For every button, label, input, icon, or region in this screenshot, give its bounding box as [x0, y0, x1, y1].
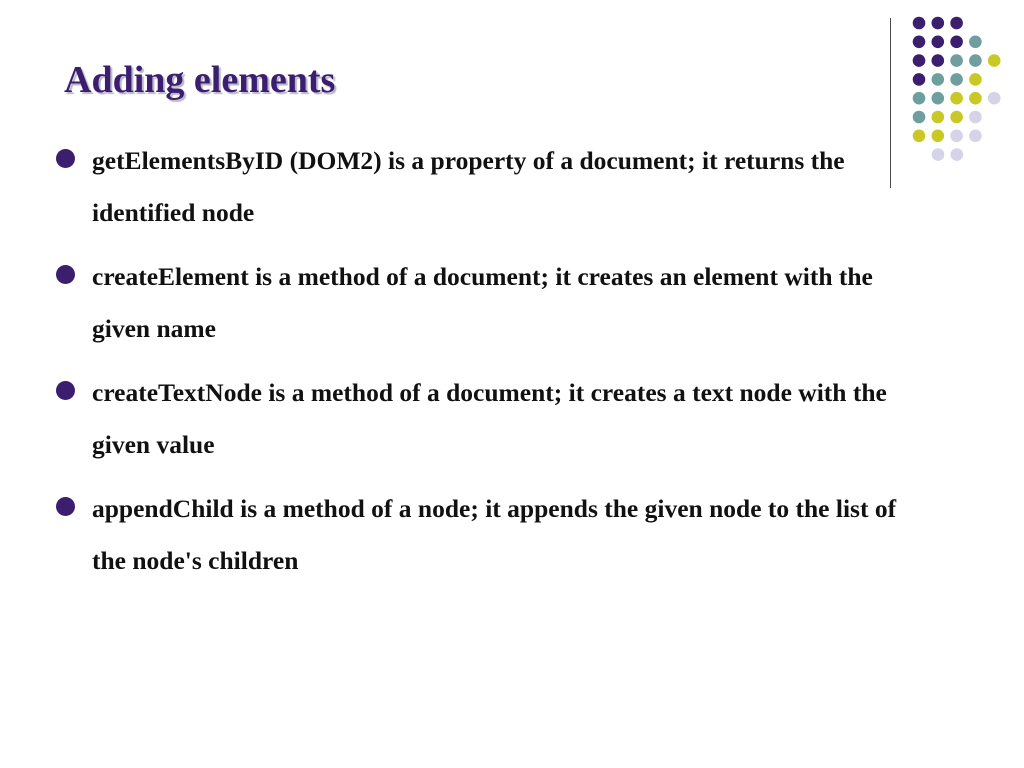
decorative-dot	[932, 111, 945, 124]
decorative-dot	[932, 36, 945, 49]
decorative-dot	[950, 17, 963, 30]
bullet-item	[56, 251, 916, 355]
decorative-dot	[932, 148, 945, 161]
decorative-dot	[932, 73, 945, 86]
decorative-dot	[969, 130, 982, 143]
decorative-dot	[988, 92, 1001, 105]
decorative-dot	[913, 111, 926, 124]
decorative-dot	[950, 111, 963, 124]
decorative-dot	[913, 36, 926, 49]
decorative-dot	[969, 73, 982, 86]
bullet-text: appendChild is a method of a node; it appends the given node to the list of the node's children	[92, 494, 897, 575]
bullet-icon	[56, 497, 75, 516]
bullet-list	[56, 135, 916, 599]
decorative-dot	[913, 73, 926, 86]
decorative-dot	[950, 92, 963, 105]
decorative-dot	[932, 17, 945, 30]
bullet-text: createElement is a method of a document; it creates an element with the given name	[92, 262, 873, 343]
decorative-dot	[950, 36, 963, 49]
decorative-dot	[913, 17, 926, 30]
decorative-dot	[969, 54, 982, 67]
decorative-dot	[950, 54, 963, 67]
decorative-dot	[969, 111, 982, 124]
bullet-icon	[56, 381, 75, 400]
decorative-dot	[950, 130, 963, 143]
decorative-dot	[913, 54, 926, 67]
bullet-item	[56, 367, 916, 471]
bullet-item	[56, 483, 916, 587]
decorative-dot	[913, 92, 926, 105]
decorative-dot	[951, 148, 964, 161]
decorative-dot	[988, 54, 1001, 67]
slide-title: Adding elements	[64, 59, 336, 101]
decorative-dot	[969, 92, 982, 105]
decorative-dot	[950, 73, 963, 86]
bullet-item	[56, 135, 916, 239]
bullet-icon	[56, 149, 75, 168]
bullet-text: createTextNode is a method of a document; it creates a text node with the given value	[92, 378, 887, 459]
decorative-dot	[932, 92, 945, 105]
bullet-icon	[56, 265, 75, 284]
bullet-text: getElementsByID (DOM2) is a property of a document; it returns the identified node	[92, 146, 845, 227]
decorative-dot	[932, 54, 945, 67]
decorative-dot	[969, 36, 982, 49]
decorative-dot	[932, 130, 945, 143]
